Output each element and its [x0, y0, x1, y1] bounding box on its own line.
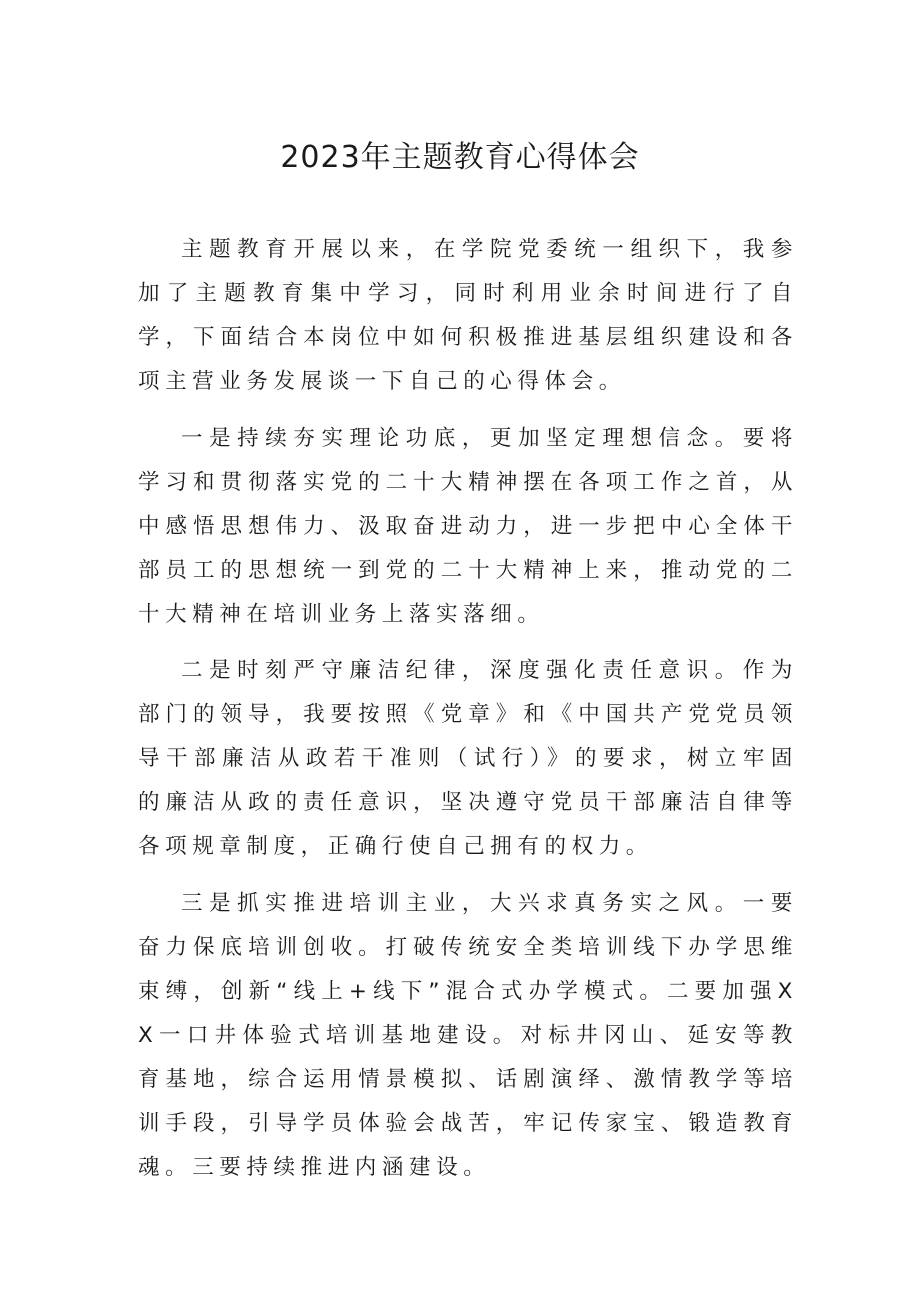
paragraph-point-one: 一是持续夯实理论功底，更加坚定理想信念。要将学习和贯彻落实党的二十大精神摆在各项工作之首，从中感悟思想伟力、汲取奋进动力，进一步把中心全体干部员工的思想统一到党的二十大精神上来，推动党的二十大精神在培训业务上落实落细。 — [138, 425, 798, 627]
paragraph-intro: 主题教育开展以来，在学院党委统一组织下，我参加了主题教育集中学习，同时利用业余时间进行了自学，下面结合本岗位中如何积极推进基层组织建设和各项主营业务发展谈一下自己的心得体会。 — [138, 237, 798, 394]
paragraph-point-two: 二是时刻严守廉洁纪律，深度强化责任意识。作为部门的领导，我要按照《党章》和《中国共产党党员领导干部廉洁从政若干准则（试行）》的要求，树立牢固的廉洁从政的责任意识，坚决遵守党员干部廉洁自律等各项规章制度，正确行使自己拥有的权力。 — [138, 658, 798, 859]
document-body — [138, 228, 798, 1202]
document-title: 2023年主题教育心得体会 — [280, 140, 640, 175]
paragraph-point-three: 三是抓实推进培训主业，大兴求真务实之风。一要奋力保底培训创收。打破传统安全类培训线下办学思维束缚，创新“线上+线下”混合式办学模式。二要加强XX一口井体验式培训基地建设。对标井冈山、延安等教育基地，综合运用情景模拟、话剧演绎、激情教学等培训手段，引导学员体验会战苦，牢记传家宝、锻造教育魂。三要持续推进内涵建设。 — [138, 890, 798, 1180]
